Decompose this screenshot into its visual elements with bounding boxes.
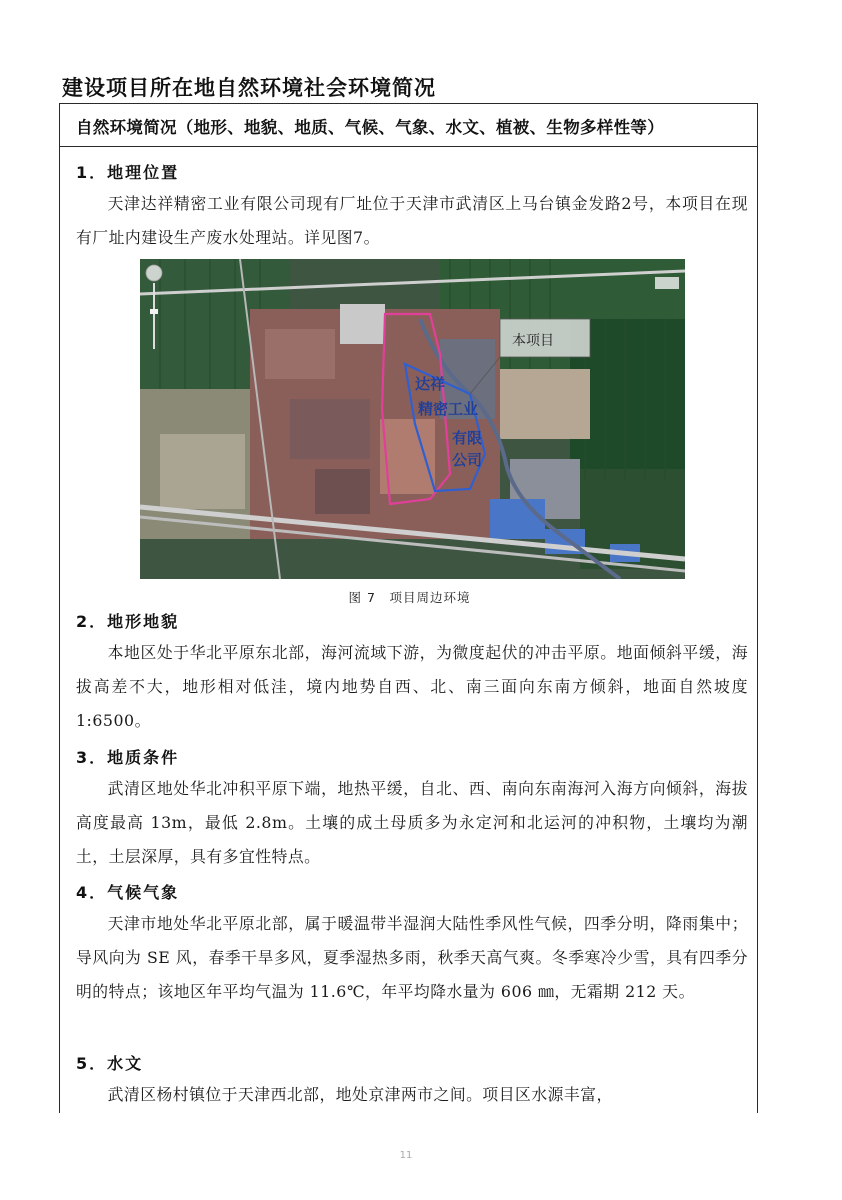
label-company-1: 达祥 [415,375,446,393]
paragraph-geology: 武清区地处华北冲积平原下端，地热平缓，自北、西、南向东南海河入海方向倾斜，海拔高度最高 13m，最低 2.8m。土壤的成土母质多为永定河和北运河的冲积物，土壤均为潮土，土层深厚，具有多宜性特点。 [76,779,748,866]
label-project: 本项目 [512,333,554,349]
label-company-4: 公司 [452,451,483,469]
figure-caption: 图 7 项目周边环境 [348,590,471,605]
document-title: 建设项目所在地自然环境社会环境简况 [62,76,436,100]
satellite-map [140,259,685,579]
section-heading-location: 1．地理位置 [76,163,180,182]
section-heading-climate: 4．气候气象 [76,883,180,902]
paragraph-climate: 天津市地处华北平原北部，属于暖温带半湿润大陆性季风性气候，四季分明，降雨集中；导风向为 SE 风，春季干旱多风，夏季湿热多雨，秋季天高气爽。冬季寒冷少雪，具有四季分明的特点；该地区年平均气温为 11.6℃，年平均降水量为 606 ㎜，无霜期 212 天。 [76,914,748,1001]
box-divider [60,146,757,147]
label-company-2: 精密工业 [418,400,479,418]
satellite-map-figure [140,259,685,579]
paragraph-terrain: 本地区处于华北平原东北部，海河流域下游，为微度起伏的冲击平原。地面倾斜平缓，海拔高差不大，地形相对低洼，境内地势自西、北、南三面向东南方倾斜，地面自然坡度 1:6500。 [76,643,748,730]
natural-environment-box [59,103,758,1113]
page-number: 11 [399,1150,413,1161]
map-scale-control[interactable] [655,277,679,289]
label-company-3: 有限 [452,429,483,447]
section-heading-hydrology: 5．水文 [76,1054,144,1073]
box-title: 自然环境简况（地形、地貌、地质、气候、气象、水文、植被、生物多样性等） [76,118,664,137]
paragraph-hydrology: 武清区杨村镇位于天津西北部，地处京津两市之间。项目区水源丰富， [107,1085,613,1104]
section-heading-geology: 3．地质条件 [76,748,180,767]
paragraph-location: 天津达祥精密工业有限公司现有厂址位于天津市武清区上马台镇金发路2号，本项目在现有厂址内建设生产废水处理站。详见图7。 [76,194,748,247]
section-heading-terrain: 2．地形地貌 [76,612,180,631]
